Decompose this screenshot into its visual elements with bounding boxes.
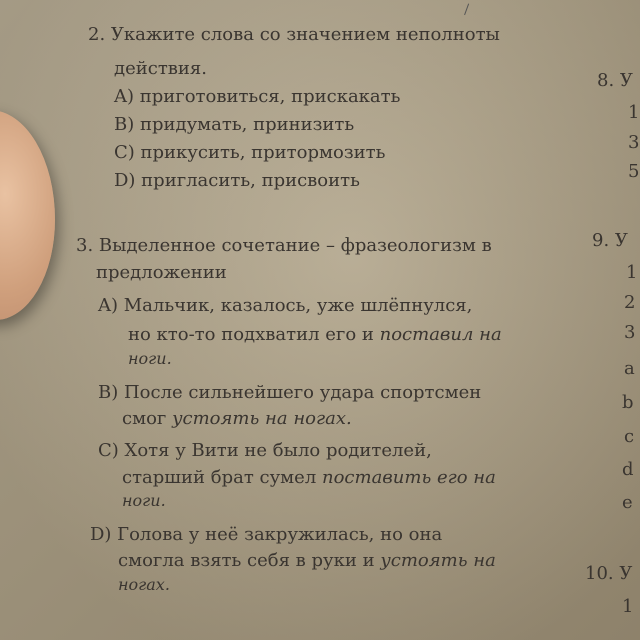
question-3-title-line1: 3. Выделенное сочетание – фразеологизм в xyxy=(76,235,492,256)
right-q10-item1: 1 xyxy=(622,596,634,617)
right-q9-item-a: a xyxy=(624,358,635,379)
right-q9-item2: 2 xyxy=(624,292,636,313)
question-3-option-b-line2 xyxy=(122,408,352,430)
question-3-option-c-line2 xyxy=(122,467,496,489)
question-3-option-c-line3: ноги. xyxy=(122,491,166,510)
question-3-option-d-line3: ногах. xyxy=(118,575,170,594)
right-q8-item2: 3 xyxy=(628,132,640,153)
question-3-option-c-line1: C) Хотя у Вити не было родителей, xyxy=(98,440,432,461)
option-b-idiom: устоять на ногах. xyxy=(172,408,352,429)
option-a-idiom: поставил на xyxy=(379,324,502,345)
option-b-plain-text: смог xyxy=(122,408,173,429)
right-q9-item-e: e xyxy=(622,492,633,513)
question-2-title-line2: действия. xyxy=(114,58,207,79)
right-q10-title: 10. У xyxy=(585,563,633,584)
question-2-title-line1: 2. Укажите слова со значением неполноты xyxy=(88,24,500,45)
finger-photo xyxy=(0,110,55,320)
right-q9-title: 9. У xyxy=(592,230,628,251)
option-d-plain-text: смогла взять себя в руки и xyxy=(118,550,381,571)
question-3-option-d-line1: D) Голова у неё закружилась, но она xyxy=(90,524,443,545)
right-q9-item-d: d xyxy=(622,459,634,480)
question-2-option-d: D) пригласить, присвоить xyxy=(114,170,360,191)
question-3-option-d-line2 xyxy=(118,550,496,572)
right-q9-item1: 1 xyxy=(626,262,638,283)
question-3-option-b-line1: B) После сильнейшего удара спортсмен xyxy=(98,382,482,403)
question-3-option-a-line3: ноги. xyxy=(128,349,172,368)
option-c-idiom: поставить его на xyxy=(322,467,496,488)
right-q9-item-b: b xyxy=(622,392,634,413)
question-2-option-a: A) приготовиться, прискакать xyxy=(114,86,401,107)
question-2-option-c: C) прикусить, притормозить xyxy=(114,142,386,163)
right-q8-item3: 5 xyxy=(628,161,640,182)
pen-mark xyxy=(464,4,473,17)
option-c-plain-text: старший брат сумел xyxy=(122,467,322,488)
option-d-idiom: устоять на xyxy=(380,550,496,571)
question-3-option-a-line1: A) Мальчик, казалось, уже шлёпнулся, xyxy=(98,295,473,316)
question-3-title-line2: предложении xyxy=(96,262,227,283)
right-q8-title: 8. У xyxy=(597,70,633,91)
question-3-option-a-line2 xyxy=(128,324,502,346)
question-2-option-b: B) придумать, принизить xyxy=(114,114,355,135)
right-q9-item3: 3 xyxy=(624,322,636,343)
option-a-plain-text: но кто-то подхватил его и xyxy=(128,324,380,345)
right-q9-item-c: c xyxy=(624,426,635,447)
right-q8-item1: 1 xyxy=(628,102,640,123)
